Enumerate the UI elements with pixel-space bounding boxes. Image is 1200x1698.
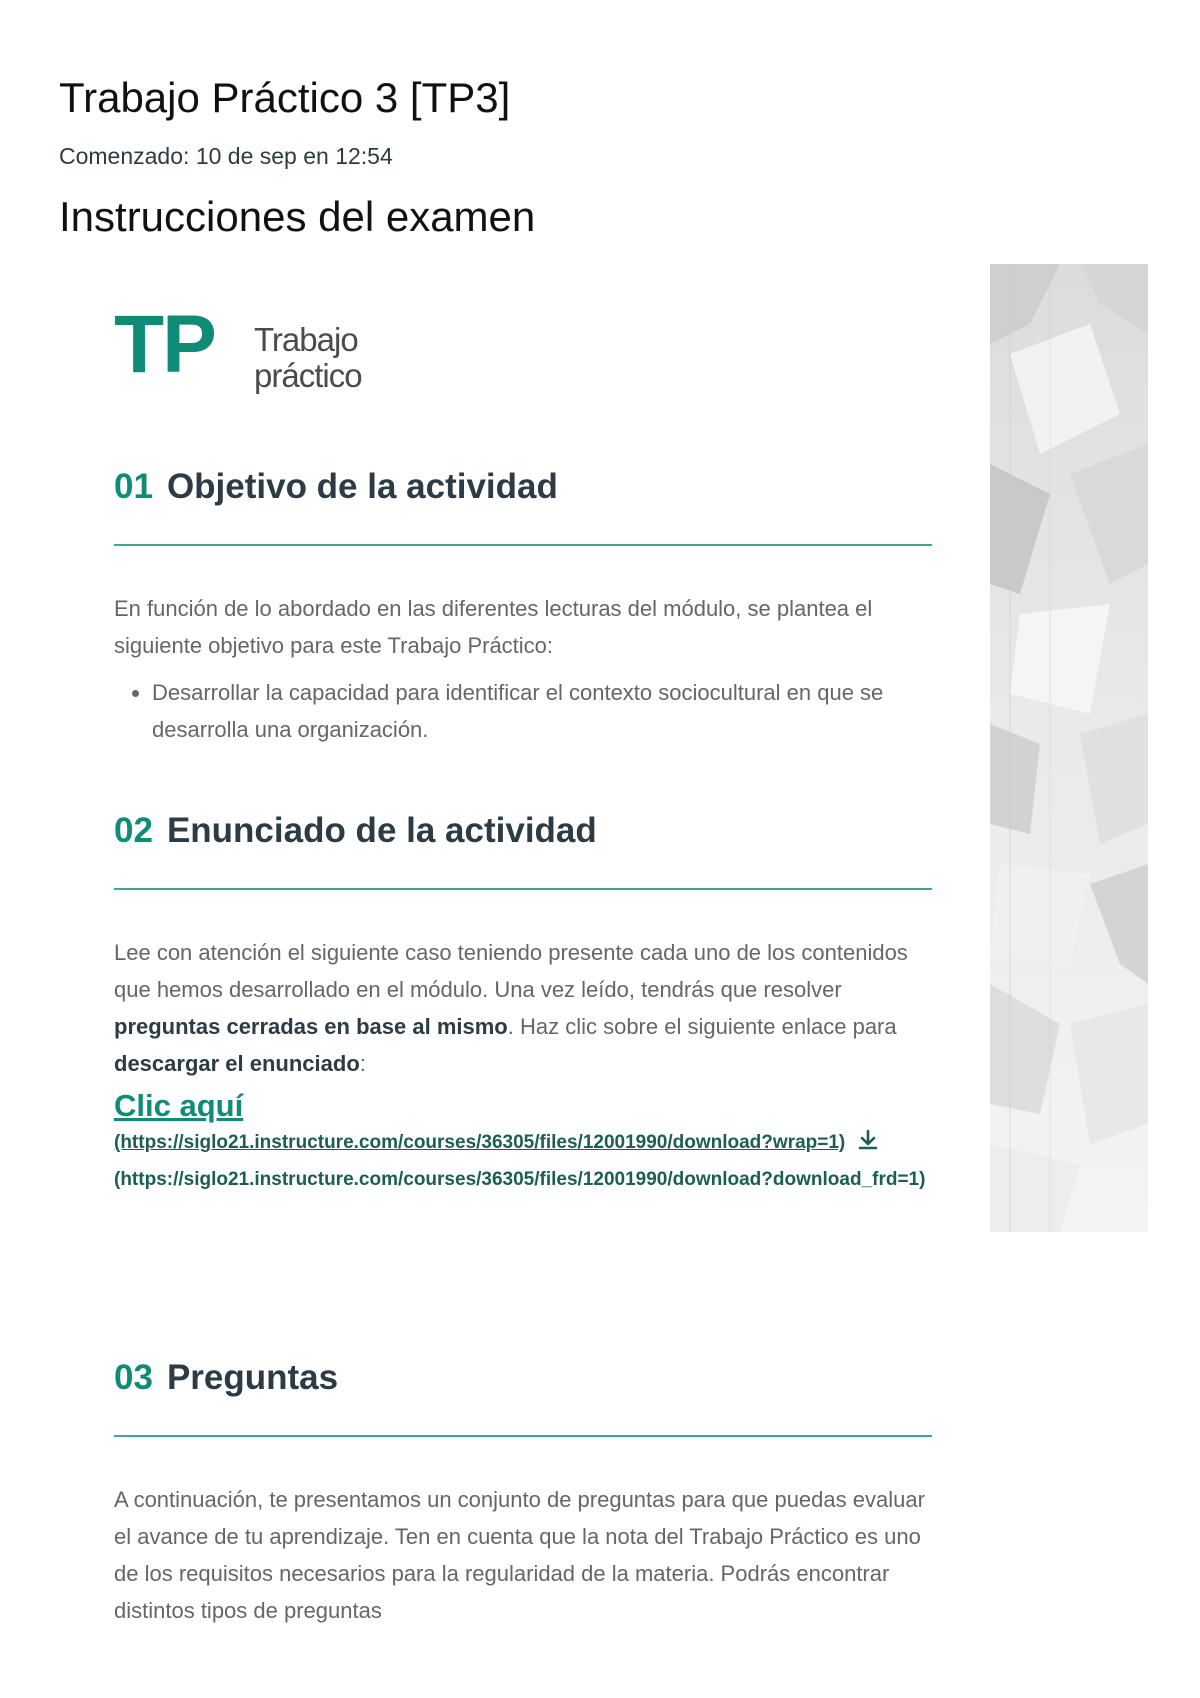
link-url-wrap[interactable]: (https://siglo21.instructure.com/courses/36305/files/12001990/download?wrap=1) [114, 1132, 846, 1153]
section-paragraph [114, 934, 932, 1082]
started-value: 10 de sep en 12:54 [195, 143, 393, 169]
download-link[interactable]: Clic aquí [114, 1088, 244, 1123]
objective-list [114, 674, 932, 748]
section-heading-text: Preguntas [166, 1358, 339, 1397]
section-heading [114, 464, 932, 510]
started-info [59, 143, 393, 170]
section-number: 02 [114, 811, 153, 850]
section-divider [114, 1435, 932, 1437]
decorative-side-image [990, 264, 1148, 1232]
link-urls [114, 1124, 932, 1198]
tp-logo-mark: TP [114, 299, 215, 390]
instructions-title: Instrucciones del examen [59, 193, 536, 240]
list-item: • Desarrollar la capacidad para identificar el contexto sociocultural en que se desarrolla una organización. [152, 674, 932, 748]
section-number: 03 [114, 1358, 153, 1397]
download-icon[interactable] [857, 1127, 879, 1149]
section-paragraph: En función de lo abordado en las diferentes lecturas del módulo, se plantea el siguiente objetivo para este Trabajo Práctico: [114, 596, 873, 658]
section-enunciado [114, 808, 932, 1198]
paragraph-text: . Haz clic sobre el siguiente enlace para [507, 1014, 897, 1039]
tp-logo-line1: Trabajo [254, 321, 358, 358]
paragraph-text: Lee con atención el siguiente caso teniendo presente cada uno de los contenidos que hemos desarrollado en el módulo. Una vez leído, tendrás que resolver [114, 940, 908, 1002]
paragraph-emphasis: descargar el enunciado [114, 1051, 360, 1076]
page-title: Trabajo Práctico 3 [TP3] [59, 74, 511, 121]
paragraph-text: : [359, 1051, 366, 1076]
link-url-download[interactable]: (https://siglo21.instructure.com/courses/36305/files/12001990/download?download_frd=1) [114, 1169, 926, 1190]
section-heading-text: Objetivo de la actividad [166, 467, 558, 506]
section-divider [114, 888, 932, 890]
tp-logo-words [254, 322, 362, 394]
section-heading-text: Enunciado de la actividad [166, 811, 597, 850]
paragraph-emphasis: preguntas cerradas en base al mismo [114, 1014, 508, 1039]
section-number: 01 [114, 467, 153, 506]
section-heading [114, 808, 932, 854]
section-preguntas [114, 1355, 932, 1629]
tp-logo [114, 299, 414, 394]
section-paragraph: A continuación, te presentamos un conjunto de preguntas para que puedas evaluar el avance de tu aprendizaje. Ten en cuenta que la nota del Trabajo Práctico es uno de los requisitos necesarios para la regularidad de la materia. Podrás encontrar distintos tipos de preguntas [114, 1487, 925, 1623]
section-heading [114, 1355, 932, 1401]
started-label: Comenzado: [59, 143, 190, 169]
tp-logo-line2: práctico [254, 357, 362, 394]
section-divider [114, 544, 932, 546]
section-objetivo [114, 464, 932, 748]
